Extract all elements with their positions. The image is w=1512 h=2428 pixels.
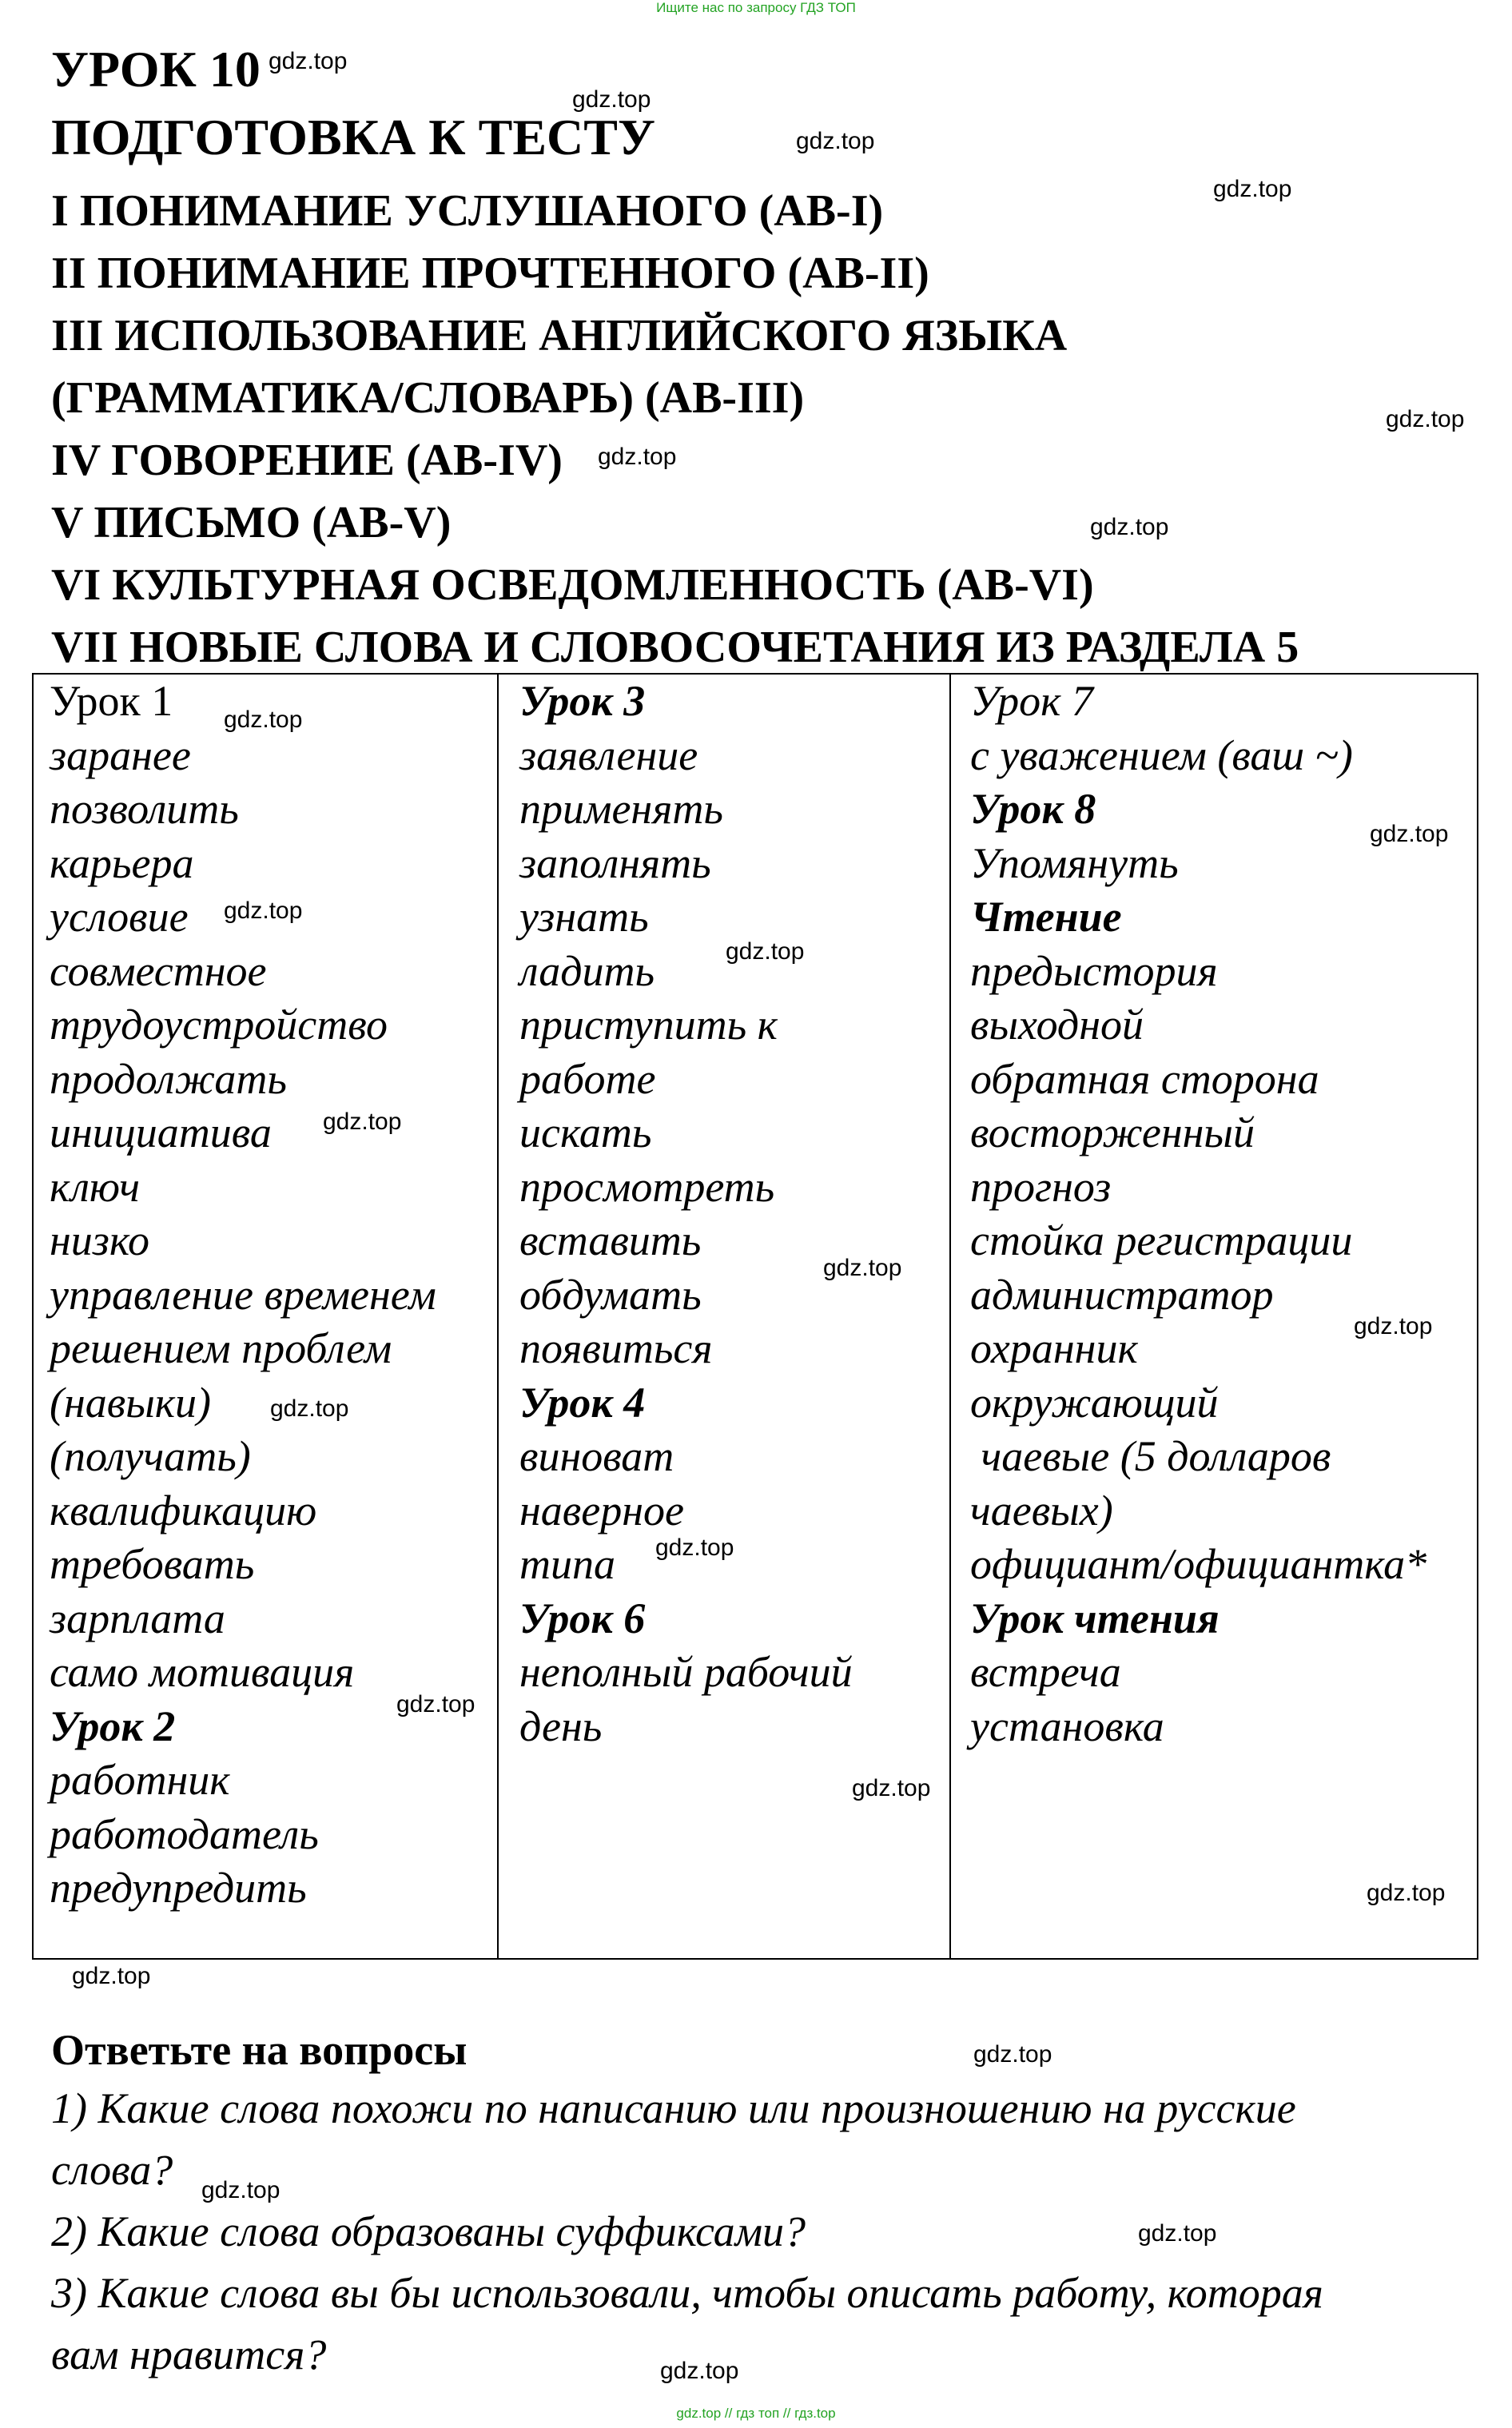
vocab-word: стойка регистрации (970, 1216, 1353, 1264)
vocab-word: позволить (50, 785, 239, 833)
vocab-word: узнать (519, 893, 649, 941)
vocab-word: обратная сторона (970, 1054, 1319, 1103)
vocab-word: с уважением (ваш ~) (970, 730, 1353, 779)
table-column-3 (970, 675, 1426, 1753)
vocab-word: виноват (519, 1432, 674, 1480)
watermark: gdz.top (1138, 2220, 1217, 2247)
vocab-word: восторженный (970, 1109, 1255, 1156)
vocab-word: официант/официантка* (970, 1540, 1427, 1588)
vocab-word: предыстория (970, 946, 1218, 995)
watermark: gdz.top (1354, 1313, 1433, 1339)
lesson-heading: Урок 3 (519, 677, 646, 725)
vocab-word: заполнять (519, 838, 711, 887)
watermark: gdz.top (655, 1534, 734, 1561)
vocab-word: предупредить (50, 1864, 307, 1912)
vocab-word: Упомянуть (970, 838, 1179, 887)
vocab-word: работник (50, 1756, 230, 1804)
vocab-word: появиться (519, 1324, 713, 1372)
watermark: gdz.top (660, 2358, 739, 2384)
question-line: слова? (51, 2146, 173, 2194)
lesson-heading: Урок 4 (519, 1378, 646, 1427)
table-divider (949, 673, 951, 1960)
lesson-heading: Урок чтения (970, 1594, 1220, 1642)
lesson-title: УРОК 10 (51, 41, 261, 98)
vocab-word: само мотивация (50, 1648, 355, 1696)
vocab-word: ладить (519, 946, 655, 995)
table-column-1 (50, 675, 436, 1916)
section-item: VI КУЛЬТУРНАЯ ОСВЕДОМЛЕННОСТЬ (AB-VI) (51, 560, 1094, 610)
question-line: 1) Какие слова похожи по написанию или произношению на русские (51, 2084, 1296, 2132)
watermark: gdz.top (1370, 821, 1449, 847)
vocab-word: условие (50, 893, 189, 941)
watermark: gdz.top (1090, 514, 1169, 540)
vocab-word: обдумать (519, 1270, 702, 1319)
vocab-word: просмотреть (519, 1162, 775, 1211)
section-item: III ИСПОЛЬЗОВАНИЕ АНГЛИЙСКОГО ЯЗЫКА (51, 311, 1068, 360)
watermark: gdz.top (598, 444, 677, 470)
vocab-word: карьера (50, 838, 194, 887)
section-item: V ПИСЬМО (AB-V) (51, 498, 452, 547)
vocab-word: работе (519, 1054, 656, 1103)
section-item: VII НОВЫЕ СЛОВА И СЛОВОСОЧЕТАНИЯ ИЗ РАЗДЕЛА 5 (51, 623, 1299, 672)
watermark: gdz.top (224, 898, 303, 924)
watermark: gdz.top (396, 1691, 475, 1718)
watermark: gdz.top (823, 1255, 902, 1281)
vocab-word: требовать (50, 1540, 255, 1588)
vocab-word: совместное (50, 946, 267, 995)
section-item: (ГРАММАТИКА/СЛОВАРЬ) (AB-III) (51, 373, 805, 423)
section-list (51, 180, 1299, 679)
footer-links[interactable]: gdz.top // гдз топ // гдз.top (676, 2406, 836, 2421)
vocab-word: (получать) (50, 1432, 251, 1480)
vocab-word: администратор (970, 1270, 1274, 1319)
vocab-word: искать (519, 1109, 652, 1156)
watermark: gdz.top (224, 707, 303, 733)
vocab-word: решением проблем (50, 1324, 392, 1372)
vocab-word: типа (519, 1540, 615, 1588)
vocab-word: день (519, 1702, 603, 1750)
watermark: gdz.top (72, 1963, 151, 1989)
section-item: I ПОНИМАНИЕ УСЛУШАНОГО (AB-I) (51, 186, 884, 236)
watermark: gdz.top (572, 86, 651, 113)
lesson-heading: Урок 2 (50, 1702, 176, 1750)
vocab-word: наверное (519, 1486, 684, 1534)
section-item: II ПОНИМАНИЕ ПРОЧТЕННОГО (AB-II) (51, 249, 929, 298)
watermark: gdz.top (1213, 176, 1292, 202)
watermark: gdz.top (1367, 1880, 1446, 1906)
watermark: gdz.top (201, 2177, 281, 2203)
vocab-word: прогноз (970, 1162, 1112, 1211)
vocab-word: инициатива (50, 1109, 272, 1156)
watermark: gdz.top (323, 1109, 402, 1135)
lesson-heading: Урок 7 (970, 677, 1093, 725)
vocab-word: работодатель (50, 1809, 319, 1858)
question-line: 3) Какие слова вы бы использовали, чтобы описать работу, которая (51, 2269, 1323, 2317)
vocab-word: вставить (519, 1216, 702, 1264)
vocab-word: выходной (970, 1001, 1144, 1049)
question-line: вам нравится? (51, 2330, 327, 2378)
vocab-word: заявление (519, 730, 698, 779)
vocab-word: зарплата (50, 1594, 225, 1642)
vocab-word: заранее (50, 730, 191, 779)
watermark: gdz.top (1386, 406, 1465, 432)
watermark: gdz.top (270, 1395, 349, 1422)
question-line: 2) Какие слова образованы суффиксами? (51, 2207, 806, 2255)
vocab-word: низко (50, 1216, 150, 1264)
watermark: gdz.top (973, 2041, 1052, 2068)
vocab-word: охранник (970, 1324, 1138, 1372)
vocab-word: чаевые (5 долларов (970, 1432, 1331, 1480)
vocab-word: управление временем (50, 1270, 436, 1319)
vocab-word: квалификацию (50, 1486, 317, 1534)
vocab-word: установка (970, 1702, 1164, 1750)
vocab-word: приступить к (519, 1001, 778, 1049)
watermark: gdz.top (269, 48, 348, 74)
lesson-heading: Урок 8 (970, 785, 1096, 833)
table-divider (497, 673, 499, 1960)
watermark: gdz.top (852, 1775, 931, 1801)
vocab-word: встреча (970, 1648, 1121, 1696)
vocab-word: чаевых) (970, 1486, 1113, 1534)
questions-title: Ответьте на вопросы (51, 2026, 468, 2074)
lesson-heading: Урок 1 (50, 677, 173, 725)
vocab-word: (навыки) (50, 1378, 212, 1427)
page-subtitle: ПОДГОТОВКА К ТЕСТУ (51, 109, 655, 165)
vocab-word: применять (519, 785, 723, 833)
top-search-link[interactable]: Ищите нас по запросу ГДЗ ТОП (656, 0, 856, 15)
vocab-word: трудоустройство (50, 1001, 388, 1049)
lesson-heading: Урок 6 (519, 1594, 646, 1642)
section-item: IV ГОВОРЕНИЕ (AB-IV) (51, 436, 563, 485)
vocab-word: окружающий (970, 1378, 1219, 1427)
table-column-2 (519, 675, 853, 1753)
watermark: gdz.top (796, 128, 875, 154)
vocab-word: неполный рабочий (519, 1648, 853, 1696)
vocab-word: продолжать (50, 1054, 287, 1103)
watermark: gdz.top (726, 938, 805, 965)
vocab-word: ключ (50, 1162, 141, 1211)
lesson-heading: Чтение (970, 893, 1122, 941)
